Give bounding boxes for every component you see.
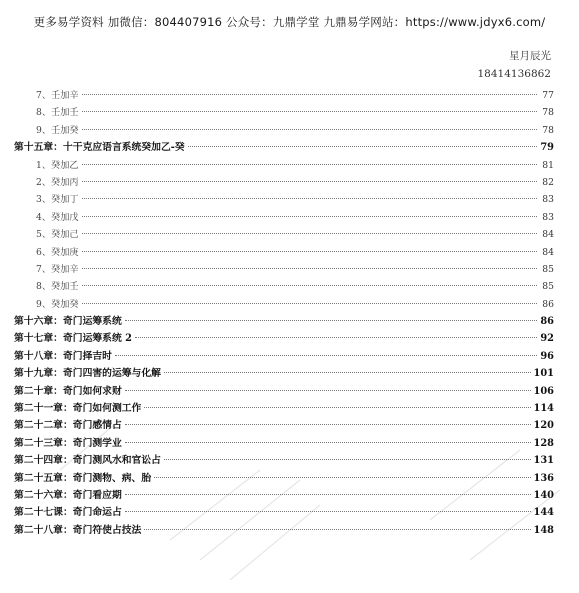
dot-leader <box>82 233 537 234</box>
dot-leader <box>125 511 531 512</box>
toc-chapter-entry[interactable] <box>14 470 554 487</box>
toc-entry-title: 7、癸加辛 <box>36 263 79 275</box>
toc-page-number: 86 <box>540 316 554 328</box>
dot-leader <box>82 303 537 304</box>
dot-leader <box>115 355 537 356</box>
toc-page-number: 92 <box>540 333 554 345</box>
toc-entry-title: 9、壬加癸 <box>36 124 79 136</box>
table-of-contents <box>14 87 554 539</box>
toc-entry-title: 2、癸加丙 <box>36 176 79 188</box>
toc-entry-title: 1、癸加乙 <box>36 159 79 171</box>
toc-page-number: 106 <box>533 385 554 397</box>
toc-entry-title: 第二十七课：奇门命运占 <box>14 507 122 519</box>
toc-section-entry[interactable] <box>14 278 554 295</box>
toc-entry-title: 第二十八章：奇门符使占技法 <box>14 524 142 536</box>
toc-entry-title: 第二十二章：奇门感情占 <box>14 420 122 432</box>
toc-page-number: 140 <box>533 489 554 501</box>
toc-section-entry[interactable] <box>14 174 554 191</box>
toc-page-number: 86 <box>542 298 554 310</box>
toc-page-number: 78 <box>542 124 554 136</box>
toc-page-number: 78 <box>542 107 554 119</box>
dot-leader <box>125 390 531 391</box>
toc-entry-title: 4、癸加戊 <box>36 211 79 223</box>
dot-leader <box>82 216 537 217</box>
toc-section-entry[interactable] <box>14 209 554 226</box>
toc-chapter-entry[interactable] <box>14 400 554 417</box>
dot-leader <box>82 251 537 252</box>
dot-leader <box>82 198 537 199</box>
toc-section-entry[interactable] <box>14 87 554 104</box>
toc-page-number: 96 <box>540 350 554 362</box>
dot-leader <box>154 477 530 478</box>
toc-entry-title: 第十八章：奇门择吉时 <box>14 350 112 362</box>
dot-leader <box>82 164 537 165</box>
toc-chapter-entry[interactable] <box>14 383 554 400</box>
dot-leader <box>135 337 537 338</box>
toc-section-entry[interactable] <box>14 226 554 243</box>
dot-leader <box>82 111 537 112</box>
dot-leader <box>125 442 531 443</box>
toc-page-number: 101 <box>533 368 554 380</box>
toc-page-number: 128 <box>533 437 554 449</box>
toc-page-number: 136 <box>533 472 554 484</box>
toc-page-number: 84 <box>542 246 554 258</box>
toc-entry-title: 第二十四章：奇门测风水和官讼占 <box>14 455 161 467</box>
toc-entry-title: 7、壬加辛 <box>36 90 79 101</box>
toc-page-number: 77 <box>542 90 554 101</box>
author-block <box>478 47 552 83</box>
toc-page-number: 120 <box>533 420 554 432</box>
toc-entry-title: 第十九章：奇门四害的运筹与化解 <box>14 368 161 380</box>
toc-section-entry[interactable] <box>14 244 554 261</box>
toc-page-number: 84 <box>542 229 554 241</box>
toc-section-entry[interactable] <box>14 104 554 121</box>
toc-entry-title: 第十五章：十干克应语言系统癸加乙-癸 <box>14 142 185 154</box>
dot-leader <box>82 268 537 269</box>
toc-section-entry[interactable] <box>14 157 554 174</box>
toc-entry-title: 第二十章：奇门如何求财 <box>14 385 122 397</box>
toc-chapter-entry[interactable] <box>14 348 554 365</box>
dot-leader <box>82 285 537 286</box>
toc-entry-title: 第二十五章：奇门测物、病、胎 <box>14 472 152 484</box>
dot-leader <box>82 94 537 95</box>
toc-entry-title: 8、壬加壬 <box>36 107 79 119</box>
toc-section-entry[interactable] <box>14 191 554 208</box>
toc-entry-title: 第十七章：奇门运筹系统 2 <box>14 333 132 345</box>
toc-page-number: 83 <box>542 211 554 223</box>
toc-chapter-entry[interactable] <box>14 139 554 156</box>
toc-page-number: 114 <box>533 403 554 415</box>
dot-leader <box>164 372 531 373</box>
author-name: 星月辰光 <box>509 50 551 62</box>
toc-section-entry[interactable] <box>14 122 554 139</box>
dot-leader <box>125 320 537 321</box>
toc-chapter-entry[interactable] <box>14 365 554 382</box>
toc-page-number: 79 <box>540 142 554 154</box>
dot-leader <box>82 181 537 182</box>
toc-entry-title: 9、癸加癸 <box>36 298 79 310</box>
toc-entry-title: 6、癸加庚 <box>36 246 79 258</box>
author-phone: 18414136862 <box>477 68 551 80</box>
toc-entry-title: 第二十一章：奇门如何测工作 <box>14 403 142 415</box>
toc-page-number: 81 <box>542 159 554 171</box>
toc-page-number: 85 <box>542 281 554 293</box>
dot-leader <box>125 424 531 425</box>
toc-entry-title: 8、癸加壬 <box>36 281 79 293</box>
toc-entry-title: 3、癸加丁 <box>36 194 79 206</box>
header-banner: 更多易学资料 加微信：804407916 公众号：九鼎学堂 九鼎易学网站：https://www.jdyx6.com/ <box>33 15 546 29</box>
toc-chapter-entry[interactable] <box>14 417 554 434</box>
toc-chapter-entry[interactable] <box>14 504 554 521</box>
dot-leader <box>164 459 531 460</box>
toc-chapter-entry[interactable] <box>14 452 554 469</box>
toc-chapter-entry[interactable] <box>14 435 554 452</box>
toc-entry-title: 第十六章：奇门运筹系统 <box>14 316 122 328</box>
toc-entry-title: 第二十三章：奇门测学业 <box>14 437 122 449</box>
toc-section-entry[interactable] <box>14 261 554 278</box>
toc-page-number: 83 <box>542 194 554 206</box>
toc-page-number: 144 <box>533 507 554 519</box>
toc-chapter-entry[interactable] <box>14 330 554 347</box>
toc-page-number: 85 <box>542 263 554 275</box>
toc-page-number: 131 <box>533 455 554 467</box>
dot-leader <box>125 494 531 495</box>
toc-entry-title: 5、癸加己 <box>36 229 79 241</box>
toc-chapter-entry[interactable] <box>14 313 554 330</box>
toc-entry-title: 第二十六章：奇门看应期 <box>14 489 122 501</box>
toc-page-number: 148 <box>533 524 554 536</box>
toc-section-entry[interactable] <box>14 296 554 313</box>
toc-chapter-entry[interactable] <box>14 487 554 504</box>
dot-leader <box>82 129 537 130</box>
dot-leader <box>188 146 537 147</box>
toc-chapter-entry[interactable] <box>14 522 554 539</box>
dot-leader <box>144 529 530 530</box>
toc-page-number: 82 <box>542 176 554 188</box>
dot-leader <box>144 407 530 408</box>
